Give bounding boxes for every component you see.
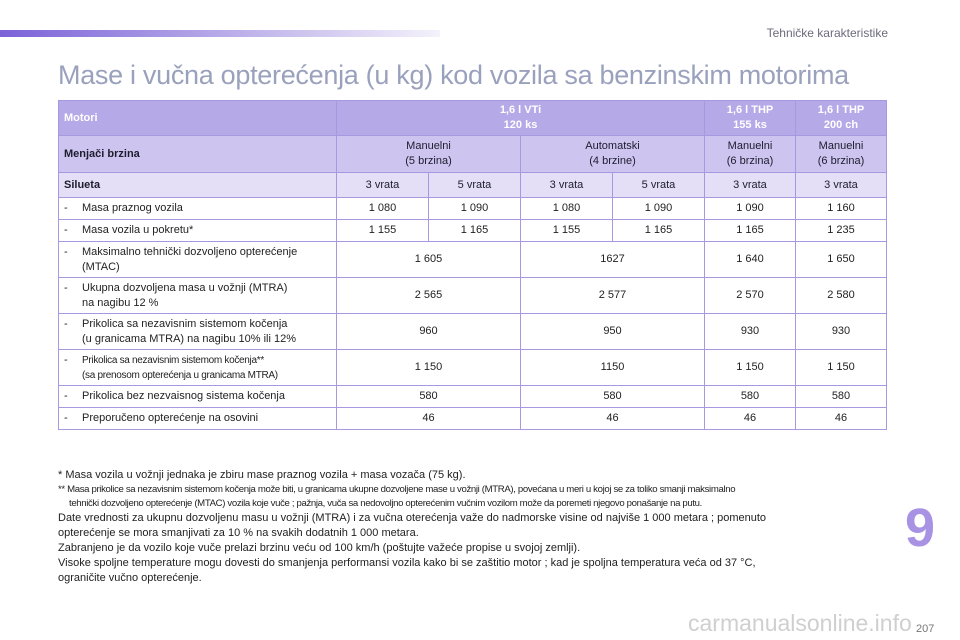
table-row	[59, 198, 887, 220]
value-cell: 580	[705, 386, 796, 408]
engine-row	[59, 101, 887, 136]
value-cell: 1 155	[337, 220, 429, 242]
value-cell: 1 090	[705, 198, 796, 220]
value-cell: 1 650	[796, 242, 887, 278]
value-cell: 1 165	[429, 220, 521, 242]
paragraph-temperature-continued: ograničite vučno opterećenje.	[58, 572, 202, 584]
mass-table	[58, 100, 887, 430]
engine-cell: 1,6 l VTi 120 ks	[337, 101, 705, 136]
value-cell: 1 150	[705, 350, 796, 386]
value-cell: 46	[705, 408, 796, 430]
value-cell: 1 235	[796, 220, 887, 242]
page-title: Mase i vučna opterećenja (u kg) kod vozila sa benzinskim motorima	[58, 60, 849, 90]
value-cell: 580	[796, 386, 887, 408]
silhouette-cell: 3 vrata	[705, 173, 796, 198]
gearbox-cell: Automatski (4 brzine)	[521, 136, 705, 173]
row-label: - Maksimalno tehnički dozvoljeno opterećenje (MTAC)	[59, 242, 337, 278]
value-cell: 2 580	[796, 278, 887, 314]
footnote-2: ** Masa prikolice sa nezavisnim sistemom kočenja može biti, u granicama ukupne dozvoljene mase u vožnji (MTRA), povećana u meri u kojoj se za toliko smanji maksimalno	[58, 484, 736, 495]
row-label: - Masa vozila u pokretu*	[59, 220, 337, 242]
value-cell: 1 150	[337, 350, 521, 386]
value-cell: 950	[521, 314, 705, 350]
value-cell: 1 640	[705, 242, 796, 278]
value-cell: 930	[705, 314, 796, 350]
value-cell: 1 150	[796, 350, 887, 386]
silhouette-cell: 5 vrata	[613, 173, 705, 198]
footnote-1: * Masa vozila u vožnji jednaka je zbiru mase praznog vozila + masa vozača (75 kg).	[58, 469, 466, 481]
row-label: - Preporučeno opterećenje na osovini	[59, 408, 337, 430]
value-cell: 1 160	[796, 198, 887, 220]
row-label: - Prikolica bez nezvaisnog sistema kočenja	[59, 386, 337, 408]
row-label: - Prikolica sa nezavisnim sistemom kočenja (u granicama MTRA) na nagibu 10% ili 12%	[59, 314, 337, 350]
table-row	[59, 314, 887, 350]
value-cell: 1 090	[429, 198, 521, 220]
table-row	[59, 278, 887, 314]
table-row	[59, 386, 887, 408]
value-cell: 1 155	[521, 220, 613, 242]
chapter-number: 9	[905, 498, 936, 558]
value-cell: 2 570	[705, 278, 796, 314]
value-cell: 930	[796, 314, 887, 350]
paragraph-altitude-continued: opterećenje se mora smanjivati za 10 % na svakih dodatnih 1 000 metara.	[58, 527, 419, 539]
silueta-label: Silueta	[59, 173, 337, 198]
paragraph-temperature: Visoke spoljne temperature mogu dovesti do smanjenja performansi vozila kako bi se zaštitio motor ; kad je spoljna temperatura veća od 37 °C,	[58, 557, 756, 569]
table-row	[59, 350, 887, 386]
silhouette-cell: 3 vrata	[337, 173, 429, 198]
value-cell: 960	[337, 314, 521, 350]
table-row	[59, 242, 887, 278]
silhouette-cell: 3 vrata	[521, 173, 613, 198]
header-accent-bar	[0, 30, 440, 37]
paragraph-speed: Zabranjeno je da vozilo koje vuče prelazi brzinu veću od 100 km/h (poštujte važeće propise u svojoj zemlji).	[58, 542, 581, 554]
notes-section	[58, 468, 888, 586]
row-label: - Ukupna dozvoljena masa u vožnji (MTRA) na nagibu 12 %	[59, 278, 337, 314]
silhouette-cell: 5 vrata	[429, 173, 521, 198]
value-cell: 1150	[521, 350, 705, 386]
silhouette-cell: 3 vrata	[796, 173, 887, 198]
row-label: - Masa praznog vozila	[59, 198, 337, 220]
table-row	[59, 220, 887, 242]
watermark: carmanualsonline.info	[688, 610, 912, 636]
gearbox-cell: Manuelni (5 brzina)	[337, 136, 521, 173]
value-cell: 46	[521, 408, 705, 430]
value-cell: 2 565	[337, 278, 521, 314]
gearbox-cell: Manuelni (6 brzina)	[705, 136, 796, 173]
table-row	[59, 408, 887, 430]
value-cell: 1627	[521, 242, 705, 278]
gearbox-label: Menjači brzina	[59, 136, 337, 173]
value-cell: 580	[337, 386, 521, 408]
paragraph-altitude: Date vrednosti za ukupnu dozvoljenu masu u vožnji (MTRA) i za vučna oterećenja važe do nadmorske visine od najviše 1 000 metara ; pomenuto	[58, 512, 767, 524]
value-cell: 1 080	[521, 198, 613, 220]
value-cell: 2 577	[521, 278, 705, 314]
engine-cell: 1,6 l THP 155 ks	[705, 101, 796, 136]
value-cell: 46	[796, 408, 887, 430]
value-cell: 580	[521, 386, 705, 408]
section-label: Tehničke karakteristike	[766, 26, 888, 40]
row-label: - Prikolica sa nezavisnim sistemom kočenja** (sa prenosom opterećenja u granicama MTRA)	[59, 350, 337, 386]
value-cell: 1 165	[705, 220, 796, 242]
value-cell: 1 090	[613, 198, 705, 220]
page-number: 207	[916, 623, 935, 635]
value-cell: 1 165	[613, 220, 705, 242]
gearbox-row	[59, 136, 887, 173]
gearbox-cell: Manuelni (6 brzina)	[796, 136, 887, 173]
value-cell: 46	[337, 408, 521, 430]
value-cell: 1 605	[337, 242, 521, 278]
footnote-2-continued: tehnički dozvoljeno opterećenje (MTAC) vozila koje vuče ; pažnja, vuča sa nedovoljno opterećenim vučnim vozilom može da poremeti njegovo ponašanje na putu.	[69, 498, 702, 509]
silhouette-row	[59, 173, 887, 198]
engine-cell: 1,6 l THP 200 ch	[796, 101, 887, 136]
value-cell: 1 080	[337, 198, 429, 220]
motori-label: Motori	[59, 101, 337, 136]
